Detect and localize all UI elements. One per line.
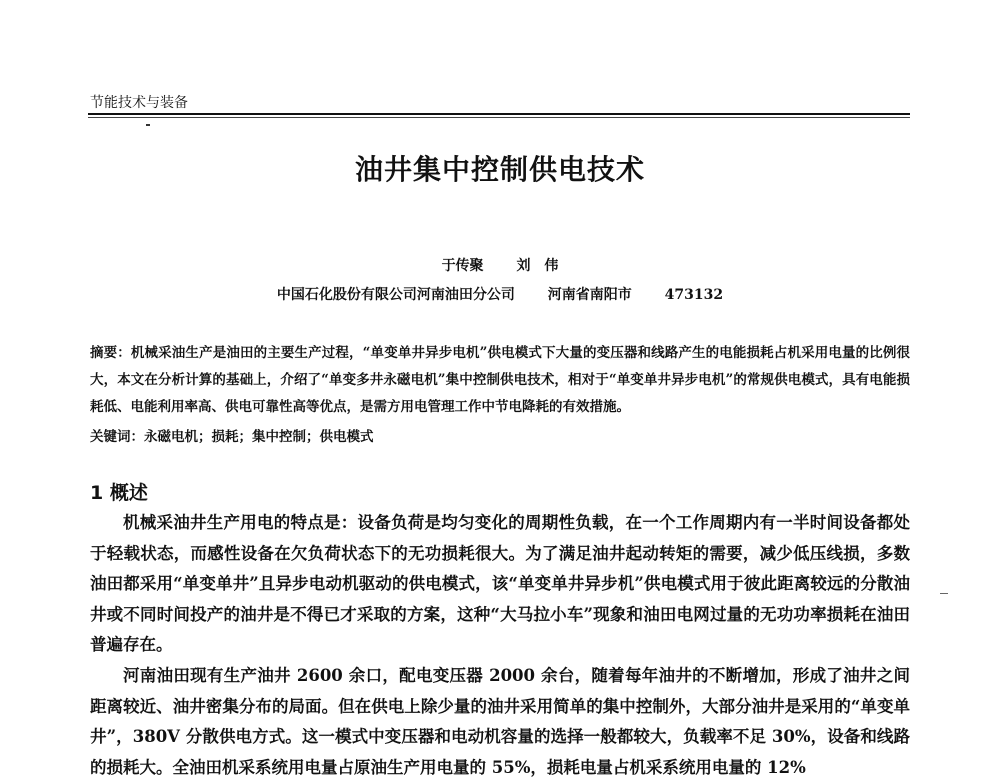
affiliation-postcode: 473132 (664, 287, 724, 303)
abstract-text: 机械采油生产是油田的主要生产过程，“单变单井异步电机”供电模式下大量的变压器和线路产生的电能损耗占机采用电量的比例很大，本文在分析计算的基础上，介绍了“单变多井永磁电机”集中控制供电技术，相对于“单变单井异步电机”的常规供电模式，具有电能损耗低、电能利用率高、供电可靠性高等优点，是需方用电管理工作中节电降耗的有效措施。 (90, 345, 911, 415)
margin-mark (940, 593, 948, 594)
abstract (90, 340, 910, 421)
author-list (0, 255, 1000, 275)
keywords-text: 永磁电机；损耗；集中控制；供电模式 (144, 429, 374, 445)
body-paragraph-1 (90, 508, 910, 661)
section-heading: 1 概述 (90, 482, 148, 504)
paper-title: 油井集中控制供电技术 (354, 153, 645, 186)
paragraph-text: 机械采油井生产用电的特点是：设备负荷是均匀变化的周期性负载，在一个工作周期内有一半时间设备都处于轻载状态，而感性设备在欠负荷状态下的无功损耗很大。为了满足油井起动转矩的需要，减少低压线损，多数油田都采用“单变单井”且异步电动机驱动的供电模式，该“单变单井异步机”供电模式用于彼此距离较远的分散油井或不同时间投产的油井是不得已才采取的方案，这种“大马拉小车”现象和油田电网过量的无功功率损耗在油田普遍存在。 (90, 513, 910, 654)
abstract-label: 摘要： (90, 345, 131, 361)
author-name: 于传聚 (441, 258, 484, 274)
body-paragraph-2 (90, 661, 910, 783)
keywords (90, 424, 910, 451)
affiliation (0, 284, 1000, 304)
affiliation-organization: 中国石化股份有限公司河南油田分公司 (276, 287, 515, 303)
affiliation-location: 河南省南阳市 (547, 287, 632, 303)
running-header: 节能技术与装备 (90, 95, 188, 111)
paragraph-text: 河南油田现有生产油井 2600 余口，配电变压器 2000 余台，随着每年油井的不断增加，形成了油井之间距离较近、油井密集分布的局面。但在供电上除少量的油井采用简单的集中控制外，大部分油井是采用的“单变单井”，380V 分散供电方式。这一模式中变压器和电动机容量的选择一般都较大，负载率不足 30%，设备和线路的损耗大。全油田机采系统用电量占原油生产用电量的 55%，损耗电量占机采系统用电量的 12% (90, 666, 910, 777)
author-name: 刘 伟 (516, 258, 559, 274)
header-rule-thin (88, 117, 910, 118)
keywords-label: 关键词： (90, 429, 144, 445)
scan-mark (146, 124, 150, 126)
header-rule (88, 113, 910, 115)
